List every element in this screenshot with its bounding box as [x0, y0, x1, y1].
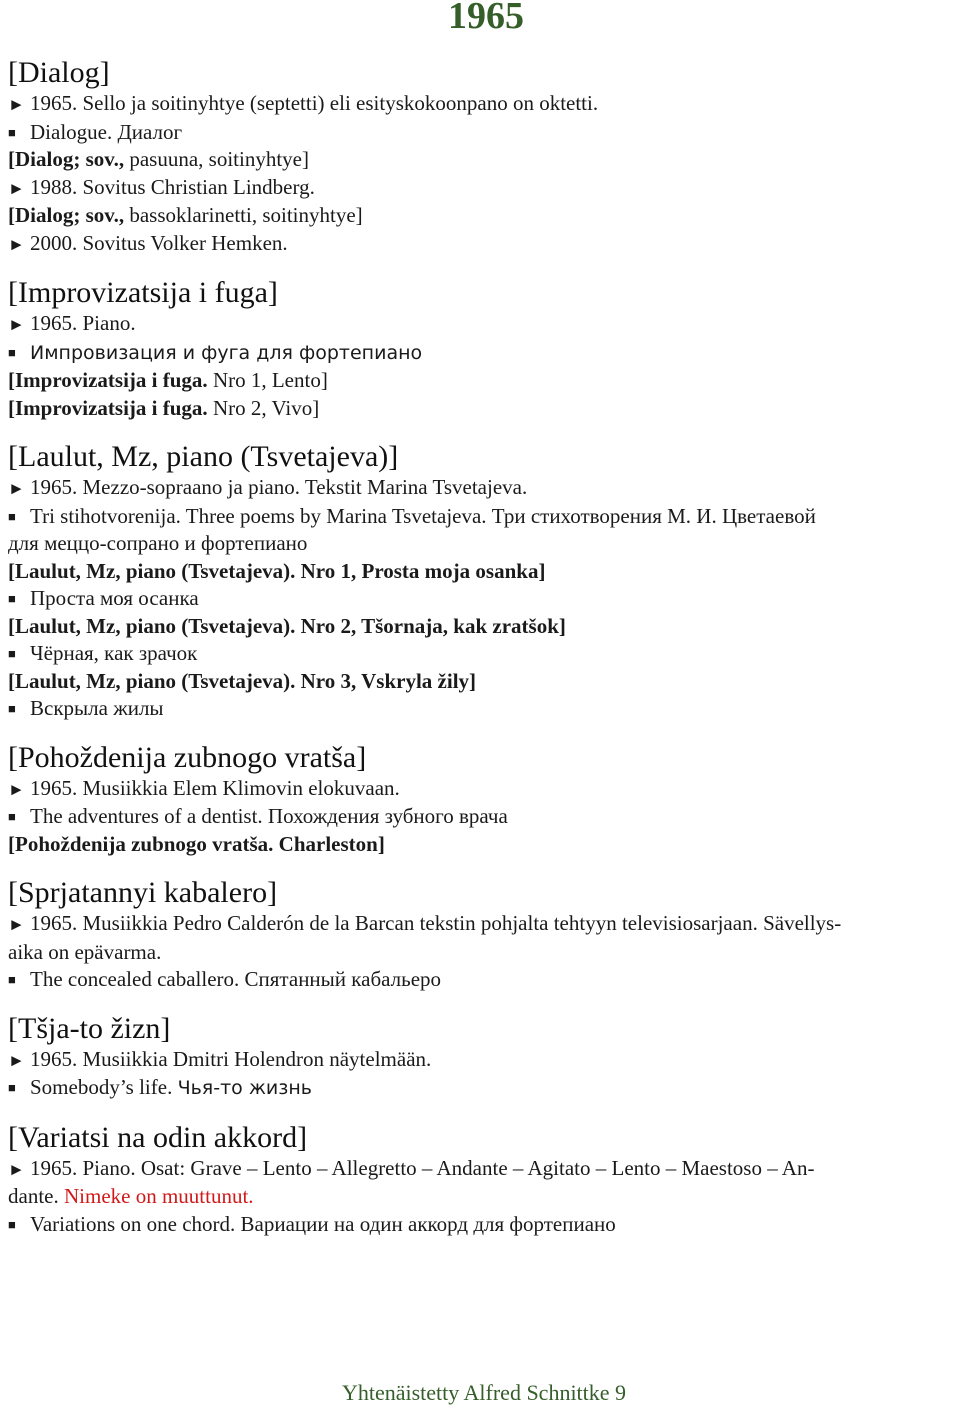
- sub-entry-rest: pasuuna, soitinyhtye]: [124, 147, 309, 171]
- square-text-russian: Чья-то жизнь: [177, 1077, 313, 1099]
- square-bullet-icon: ■: [8, 646, 16, 661]
- sub-entry-line: [8, 202, 953, 230]
- arrow-line: [8, 910, 953, 939]
- arrow-line: [8, 474, 953, 503]
- arrow-text: 1965. Mezzo-sopraano ja piano. Tekstit Marina Tsvetajeva.: [30, 475, 528, 499]
- entry-pohozdenija: [8, 741, 953, 859]
- entry-title: [Pohoždenija zubnogo vratša]: [8, 740, 367, 774]
- arrow-line: [8, 775, 953, 804]
- entry-title: [Sprjatannyi kabalero]: [8, 876, 278, 909]
- square-bullet-icon: ■: [8, 508, 16, 524]
- arrow-text: 1965. Sello ja soitinyhtye (septetti) eli esityskokoonpano on oktetti.: [30, 91, 599, 115]
- arrow-line: [8, 1046, 953, 1075]
- sub-entry-bold: [Dialog; sov.,: [8, 147, 125, 171]
- square-line: [8, 966, 953, 994]
- square-text: Tri stihotvorenija. Three poems by Marina Tsvetajeva. Три стихотворения М. И. Цветаевой: [30, 503, 816, 528]
- square-line: [8, 803, 953, 831]
- square-bullet-icon: ■: [8, 809, 16, 824]
- sub-entry-line: [Pohoždenija zubnogo vratša. Charleston]: [8, 831, 385, 856]
- arrow-text-continued: dante.: [8, 1184, 64, 1208]
- square-line: [8, 585, 953, 613]
- entry-tsja-to-zizn: [8, 1012, 953, 1103]
- entry-sprjatannyi: [8, 876, 953, 994]
- arrow-line-continued: [8, 1183, 953, 1211]
- sub-entry-bold: [Improvizatsija i fuga.: [8, 395, 208, 420]
- sub-entry-line: [Laulut, Mz, piano (Tsvetajeva). Nro 2, Tšornaja, kak zratšok]: [8, 613, 566, 638]
- arrow-text: 1965. Musiikkia Elem Klimovin elokuvaan.: [30, 775, 400, 800]
- square-line: [8, 1074, 953, 1103]
- entry-title: [Tšja-to žizn]: [8, 1011, 171, 1045]
- entry-variatsi: [8, 1121, 953, 1239]
- arrow-line-continued: aika on epävarma.: [8, 939, 162, 964]
- square-line: [8, 119, 953, 147]
- arrow-icon: ►: [8, 915, 25, 934]
- page-footer: Yhtenäistetty Alfred Schnittke 9: [341, 1380, 627, 1405]
- sub-entry-line: [8, 146, 953, 174]
- arrow-text: 1965. Musiikkia Pedro Calderón de la Barcan tekstin pohjalta tehtyyn televisiosarjaan. Sävellys-: [30, 911, 842, 935]
- square-line: [8, 339, 953, 368]
- sub-entry-bold: [Dialog; sov.,: [8, 203, 125, 227]
- arrow-icon: ►: [8, 95, 25, 114]
- entry-title: [Laulut, Mz, piano (Tsvetajeva)]: [8, 440, 399, 473]
- entry-improvizatsija: [8, 276, 953, 422]
- sub-entry-rest: bassoklarinetti, soitinyhtye]: [124, 203, 363, 227]
- arrow-icon: ►: [8, 479, 25, 498]
- square-text: Чёрная, как зрачок: [30, 641, 198, 665]
- square-text: Вскрыла жилы: [30, 696, 164, 720]
- arrow-icon: ►: [8, 315, 25, 334]
- arrow-line: [8, 174, 953, 203]
- square-bullet-icon: ■: [8, 1216, 16, 1232]
- arrow-icon: ►: [8, 178, 25, 198]
- square-text: The concealed caballero. Спятанный кабальеро: [30, 967, 442, 991]
- sub-entry-bold: [Improvizatsija i fuga.: [8, 368, 208, 392]
- square-line: [8, 1211, 953, 1239]
- square-text: Somebody’s life.: [30, 1075, 178, 1099]
- arrow-line: [8, 230, 953, 259]
- square-line: [8, 503, 953, 531]
- entry-dialog: [8, 56, 953, 258]
- square-bullet-icon: ■: [8, 591, 16, 606]
- sub-entry-rest: Nro 2, Vivo]: [207, 395, 320, 420]
- arrow-text: 1965. Musiikkia Dmitri Holendron näytelmään.: [30, 1046, 432, 1071]
- square-text: Variations on one chord. Вариации на один аккорд для фортепиано: [30, 1211, 616, 1236]
- entry-laulut: [8, 440, 953, 723]
- sub-entry-line: [Laulut, Mz, piano (Tsvetajeva). Nro 1, Prosta moja osanka]: [8, 558, 546, 583]
- sub-entry-rest: Nro 1, Lento]: [207, 368, 328, 392]
- catalog-content: [8, 56, 953, 1238]
- arrow-icon: ►: [8, 1159, 25, 1179]
- square-text: Dialogue. Диалог: [30, 119, 183, 144]
- entry-title: [Variatsi na odin akkord]: [8, 1120, 308, 1154]
- page-year-heading: 1965: [448, 0, 524, 37]
- arrow-icon: ►: [8, 1050, 25, 1070]
- arrow-text: 1965. Piano. Osat: Grave – Lento – Allegretto – Andante – Agitato – Lento – Maestoso – An-: [30, 1155, 815, 1180]
- square-line-continued: для меццо-сопрано и фортепиано: [8, 531, 308, 555]
- square-line: [8, 640, 953, 668]
- arrow-icon: ►: [8, 234, 25, 254]
- sub-entry-line: [8, 367, 953, 395]
- square-text: Импровизация и фуга для фортепиано: [30, 341, 423, 364]
- arrow-icon: ►: [8, 779, 25, 799]
- square-bullet-icon: ■: [8, 1080, 16, 1095]
- square-line: [8, 695, 953, 723]
- title-changed-note: Nimeke on muuttunut.: [63, 1184, 254, 1208]
- sub-entry-line: [Laulut, Mz, piano (Tsvetajeva). Nro 3, Vskryla žily]: [8, 668, 477, 693]
- square-text: The adventures of a dentist. Похождения зубного врача: [30, 804, 508, 828]
- arrow-text: 2000. Sovitus Volker Hemken.: [30, 230, 288, 255]
- square-text: Проста моя осанка: [30, 586, 199, 610]
- arrow-text: 1965. Piano.: [30, 311, 136, 335]
- arrow-line: [8, 90, 953, 119]
- entry-title: [Dialog]: [8, 56, 110, 89]
- square-bullet-icon: ■: [8, 124, 16, 140]
- sub-entry-line: [8, 395, 953, 423]
- square-bullet-icon: ■: [8, 972, 16, 987]
- entry-title: [Improvizatsija i fuga]: [8, 276, 278, 309]
- square-bullet-icon: ■: [8, 701, 16, 716]
- arrow-line: [8, 310, 953, 339]
- arrow-line: [8, 1155, 953, 1184]
- square-bullet-icon: ■: [8, 344, 16, 360]
- arrow-text: 1988. Sovitus Christian Lindberg.: [30, 174, 315, 199]
